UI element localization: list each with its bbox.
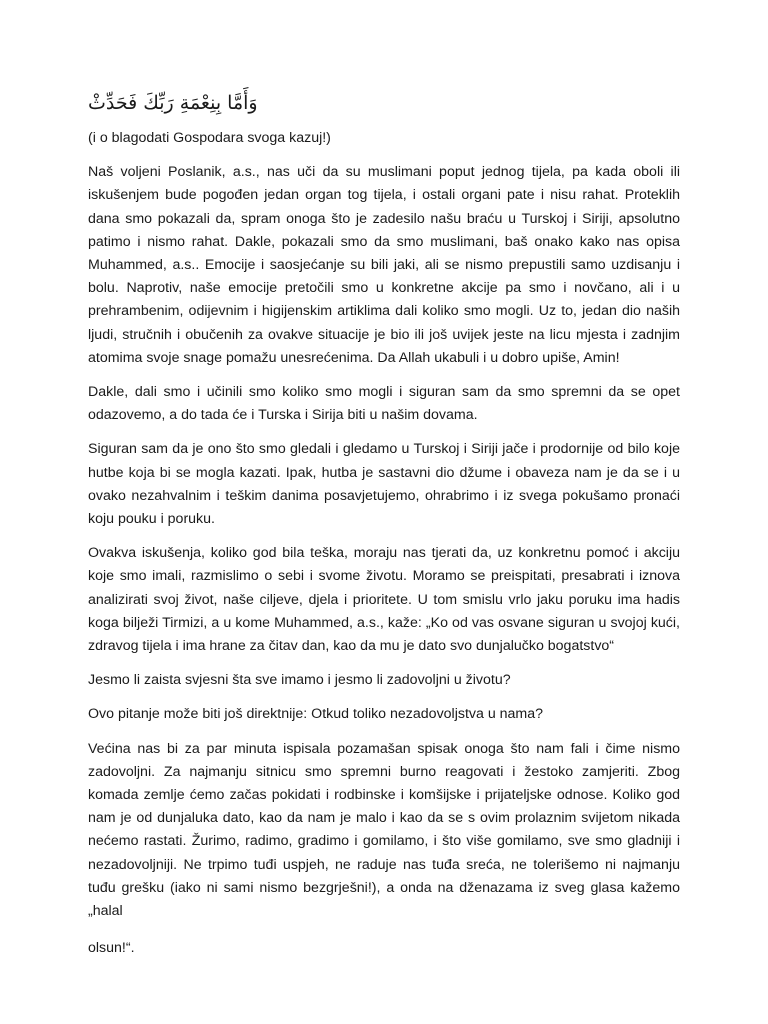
paragraph-continuation: olsun!“. xyxy=(88,940,135,957)
verse-translation: (i o blagodati Gospodara svoga kazuj!) xyxy=(88,130,331,146)
paragraph: Jesmo li zaista svjesni šta sve imamo i jesmo li zadovoljni u životu? xyxy=(88,672,511,689)
arabic-verse xyxy=(88,88,680,118)
paragraph: Dakle, dali smo i učinili smo koliko smo mogli i siguran sam da smo spremni da se opet odazovemo, a do tada će i Turska i Sirija biti u našim dovama. xyxy=(88,384,680,424)
paragraph: Ovo pitanje može biti još direktnije: Otkud toliko nezadovoljstva u nama? xyxy=(88,706,544,723)
document-page xyxy=(88,88,680,972)
paragraph: Ovakva iskušenja, koliko god bila teška, moraju nas tjerati da, uz konkretnu pomoć i akciju koje smo imali, razmislimo o sebi i svome životu. Moramo se preispitati, presabrati i iznova analizirati svoj život, naše ciljeve, djela i prioritete. U tom smislu vrlo jaku poruku ima hadis koga bilježi Tirmizi, a u kome Muhammed, a.s., kaže: „Ko od vas osvane siguran u svojoj kući, zdravog tijela i ima hrane za čitav dan, kao da mu je dato svo dunjalučko bogatstvo“ xyxy=(88,545,680,655)
paragraph: Siguran sam da je ono što smo gledali i gledamo u Turskoj i Siriji jače i prodornije od bilo koje hutbe koja bi se mogla kazati. Ipak, hutba je sastavni dio džume i obaveza nam je da se i u ovako nezahvalnim i teškim danima posavjetujemo, ohrabrimo i iz svega pokušamo pronaći koju pouku i poruku. xyxy=(88,441,680,528)
paragraph: Naš voljeni Poslanik, a.s., nas uči da su muslimani poput jednog tijela, pa kada oboli ili iskušenjem bude pogođen jedan organ tog tijela, i ostali organi pate i nisu rahat. Proteklih dana smo pokazali da, spram onoga što je zadesilo našu braću u Turskoj i Siriji, apsolutno patimo i nismo rahat. Dakle, pokazali smo da smo muslimani, baš onako kako nas opisa Muhammed, a.s.. Emocije i saosjećanje su bili jaki, ali se nismo prepustili samo uzdisanju i bolu. Naprotiv, naše emocije pretočili smo u konkretne akcije pa smo i novčano, ali i u prehrambenim, odijevnim i higijenskim artiklima dali koliko smo mogli. Uz to, jedan dio naših ljudi, stručnih i obučenih za ovakve situacije je bio ili još uvijek jeste na licu mjesta i zadnjim atomima svoje snage pomažu unesrećenima. Da Allah ukabuli i u dobro upiše, Amin! xyxy=(88,164,680,366)
paragraph: Većina nas bi za par minuta ispisala pozamašan spisak onoga što nam fali i čime nismo zadovoljni. Za najmanju sitnicu smo spremni burno reagovati i žestoko zamjeriti. Zbog komada zemlje ćemo začas pokidati i rodbinske i komšijske i prijateljske odnose. Koliko god nam je od dunjaluka dato, kao da nam je malo i kao da se s ovim prolaznim svijetom nikada nećemo rastati. Žurimo, radimo, gradimo i gomilamo, i što više gomilamo, sve smo gladniji i nezadovoljniji. Ne trpimo tuđi uspjeh, ne raduje nas tuđa sreća, ne tolerišemo ni najmanju tuđu grešku (iako ni sami nismo bezgrješni!), a onda na dženazama iz sveg glasa kažemo „halal xyxy=(88,740,680,920)
arabic-verse-text: وَأَمَّا بِنِعْمَةِ رَبِّكَ فَحَدِّثْ xyxy=(88,92,258,114)
